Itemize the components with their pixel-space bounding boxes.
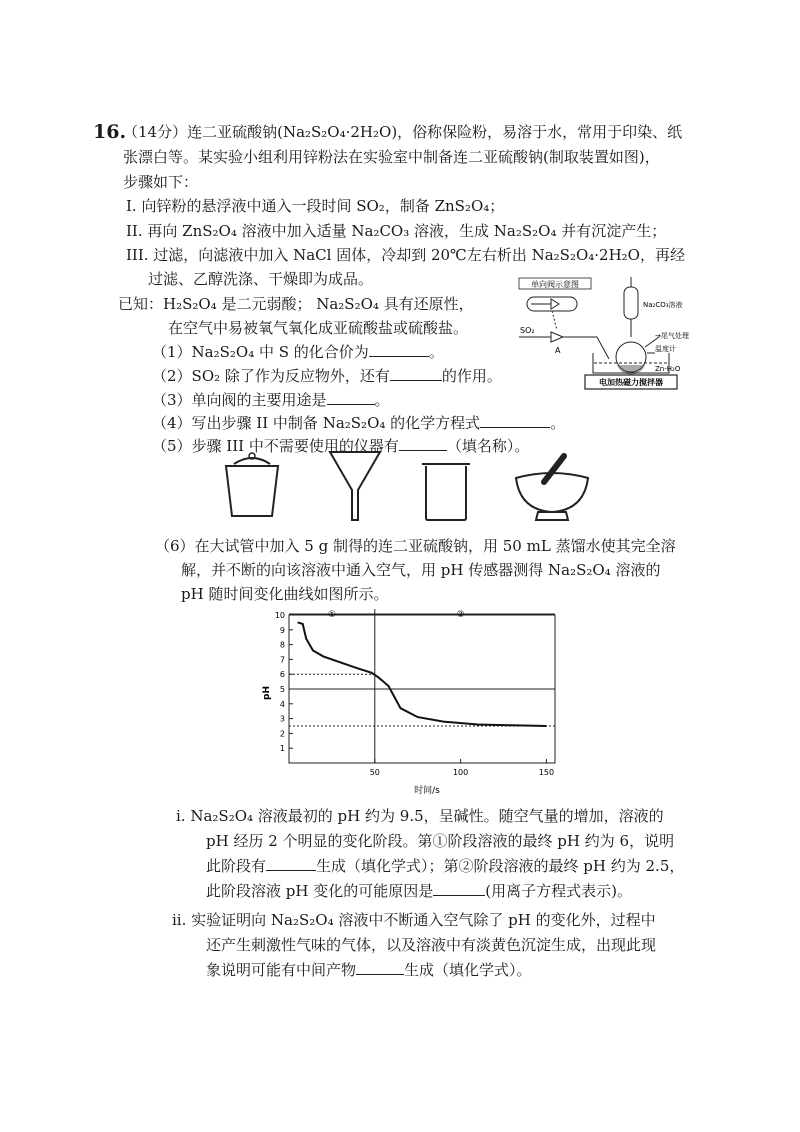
answer-blank-4[interactable]	[480, 413, 550, 428]
so2-label: SO₂	[520, 326, 535, 335]
answer-blank-2[interactable]	[390, 366, 442, 381]
part-ii-line-2: 还产生刺激性气味的气体，以及溶液中有淡黄色沉淀生成，出现此现	[206, 936, 657, 954]
stirrer-label: 电加热磁力搅拌器	[599, 378, 663, 387]
y-tick-label: 2	[279, 729, 285, 739]
answer-blank-6i-a[interactable]	[266, 856, 316, 871]
y-axis-label: pH	[262, 686, 272, 700]
x-tick-label: 50	[369, 768, 380, 777]
intro-line-3: 步骤如下：	[123, 173, 199, 191]
sub-3-text: （3）单向阀的主要用途是	[152, 391, 327, 409]
sub-question-3	[152, 390, 390, 410]
sub-5-text: （5）步骤 III 中不需要使用的仪器有	[152, 437, 399, 455]
answer-blank-6ii[interactable]	[356, 960, 404, 975]
part-ii-3-text: 象说明可能有中间产物	[206, 961, 357, 979]
instruments-row	[212, 448, 592, 524]
known-line-2: 在空气中易被氧气氧化成亚硫酸盐或硫酸盐。	[168, 319, 469, 337]
sub-4-end: 。	[550, 414, 566, 432]
sub-question-1	[152, 342, 444, 362]
step-3a: III. 过滤，向滤液中加入 NaCl 固体，冷却到 20℃左右析出 Na₂S₂O₄·2H₂O，再经	[126, 246, 685, 264]
step-1: I. 向锌粉的悬浮液中通入一段时间 SO₂，制备 ZnS₂O₄；	[126, 197, 505, 215]
step-3b: 过滤、乙醇洗涤、干燥即为成品。	[148, 270, 374, 288]
sub-2-end: 的作用。	[441, 367, 502, 385]
part-ii-line-1: ii. 实验证明向 Na₂S₂O₄ 溶液中不断通入空气除了 pH 的变化外，过程中	[172, 911, 656, 929]
y-tick-label: 9	[279, 625, 285, 635]
sub-5-end: （填名称）。	[446, 437, 530, 455]
sub-question-4	[152, 413, 565, 433]
sub-question-6c: pH 随时间变化曲线如图所示。	[181, 585, 389, 603]
step-2: II. 再向 ZnS₂O₄ 溶液中加入适量 Na₂CO₃ 溶液，生成 Na₂S₂O₄ 并有沉淀产生；	[126, 222, 667, 240]
apparatus-diagram	[505, 275, 690, 395]
y-tick-label: 6	[279, 670, 285, 680]
zn-h2o-label: Zn-H₂O	[655, 365, 681, 373]
thermometer-label: 温度计	[655, 345, 676, 353]
stage-2-label: ②	[456, 610, 465, 620]
ph-time-chart	[255, 603, 580, 798]
mortar-and-pestle-icon	[516, 456, 588, 520]
sub-2-text: （2）SO₂ 除了作为反应物外，还有	[152, 367, 390, 385]
y-tick-label: 7	[279, 655, 285, 665]
valve-title: 单向阀示意图	[531, 280, 579, 289]
dropping-funnel-icon	[624, 277, 638, 337]
y-tick-label: 8	[279, 640, 285, 650]
part-ii-line-3	[206, 960, 532, 980]
sub-3-end: 。	[374, 391, 390, 409]
answer-blank-1[interactable]	[369, 342, 429, 357]
part-i-4-text: 此阶段溶液 pH 变化的可能原因是	[206, 882, 434, 900]
part-i-4-end: (用离子方程式表示)。	[485, 882, 632, 900]
funnel-icon	[330, 452, 380, 520]
y-tick-label: 3	[279, 714, 285, 724]
sub-4-text: （4）写出步骤 II 中制备 Na₂S₂O₄ 的化学方程式	[152, 414, 481, 432]
part-i-line-2: pH 经历 2 个明显的变化阶段。第①阶段溶液的最终 pH 约为 6，说明	[206, 832, 675, 850]
y-tick-label: 10	[274, 611, 285, 620]
check-valve-icon	[527, 297, 577, 311]
crucible-icon	[226, 453, 278, 516]
known-line-1: 已知：H₂S₂O₄ 是二元弱酸； Na₂S₂O₄ 具有还原性，	[118, 295, 474, 313]
na2co3-label: Na₂CO₃溶液	[643, 301, 683, 309]
gas-inlet-tube	[563, 337, 609, 359]
part-ii-3-end: 生成（填化学式）。	[404, 961, 532, 979]
a-label: A	[555, 346, 561, 355]
part-i-line-4	[206, 881, 632, 901]
beaker-icon	[422, 464, 470, 520]
question-number: 16.	[93, 121, 127, 143]
three-neck-flask-icon	[616, 337, 659, 375]
part-i-line-3	[206, 856, 684, 876]
answer-blank-3[interactable]	[327, 390, 375, 405]
intro-line-2: 张漂白等。某实验小组利用锌粉法在实验室中制备连二亚硫酸钠(制取装置如图)，	[123, 148, 660, 166]
sub-question-6b: 解，并不断的向该溶液中通入空气，用 pH 传感器测得 Na₂S₂O₄ 溶液的	[181, 561, 661, 579]
valve-a-icon	[551, 332, 563, 342]
sub-1-end: 。	[428, 343, 444, 361]
sub-question-2	[152, 366, 502, 386]
x-tick-label: 100	[452, 768, 469, 777]
x-axis-label: 时间/s	[414, 786, 440, 796]
part-i-3-text: 此阶段有	[206, 857, 267, 875]
sub-1-text: （1）Na₂S₂O₄ 中 S 的化合价为	[152, 343, 369, 361]
tail-gas-label: →尾气处理	[655, 332, 689, 340]
x-tick-label: 150	[538, 768, 555, 777]
intro-line-1: （14分）连二亚硫酸钠(Na₂S₂O₄·2H₂O)，俗称保险粉，易溶于水，常用于印染、纸	[123, 123, 683, 141]
answer-blank-6i-b[interactable]	[433, 881, 485, 896]
stage-1-label: ①	[327, 610, 336, 620]
y-tick-label: 1	[279, 744, 285, 754]
valve-pointer	[552, 311, 557, 330]
part-i-line-1: i. Na₂S₂O₄ 溶液最初的 pH 约为 9.5，呈碱性。随空气量的增加，溶液的	[176, 807, 664, 825]
y-tick-label: 5	[279, 685, 285, 694]
sub-question-6a: （6）在大试管中加入 5 g 制得的连二亚硫酸钠，用 50 mL 蒸馏水使其完全溶	[155, 537, 676, 555]
part-i-3-end: 生成（填化学式）；第②阶段溶液的最终 pH 约为 2.5，	[316, 857, 685, 875]
y-tick-label: 4	[279, 699, 285, 709]
